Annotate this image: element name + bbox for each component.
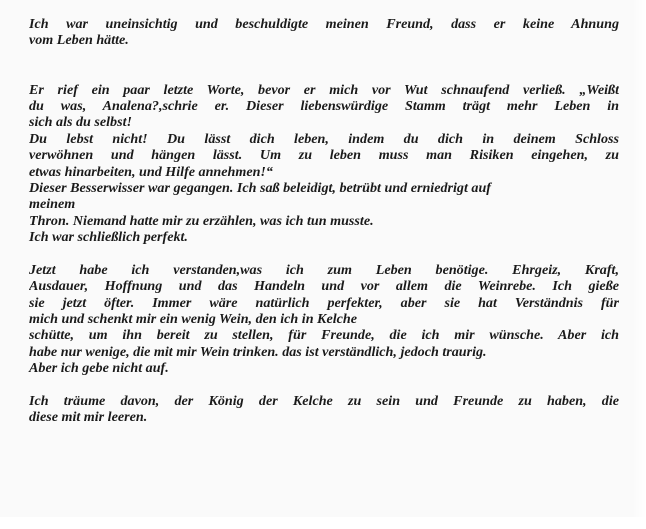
paragraph-4 <box>29 393 619 426</box>
text-line: verwöhnen und hängen lässt. Um zu leben muss man Risiken eingehen, zu <box>29 147 619 164</box>
text-line: vom Leben hätte. <box>29 32 129 49</box>
text-line: meinem <box>29 196 76 213</box>
text-line: mich und schenkt mir ein wenig Wein, den ich in Kelche <box>29 311 357 328</box>
text-line: Jetzt habe ich verstanden,was ich zum Leben benötige. Ehrgeiz, Kraft, <box>29 261 619 278</box>
text-line: habe nur wenige, die mit mir Wein trinken. das ist verständlich, jedoch traurig. <box>29 343 487 360</box>
scan-margin <box>0 517 646 529</box>
text-line: Er rief ein paar letzte Worte, bevor er mich vor Wut schnaufend verließ. „Weißt <box>29 81 619 98</box>
text-line: Ich träume davon, der König der Kelche zu sein und Freunde zu haben, die <box>29 393 619 409</box>
text-line: schütte, um ihn bereit zu stellen, für Freunde, die ich mir wünsche. Aber ich <box>29 327 619 344</box>
text-line: diese mit mir leeren. <box>29 409 148 426</box>
text-line: Ich war schließlich perfekt. <box>29 229 188 246</box>
text-line: Thron. Niemand hatte mir zu erzählen, was ich tun musste. <box>29 212 374 229</box>
text-line: Dieser Besserwisser war gegangen. Ich saß beleidigt, betrübt und erniedrigt auf <box>29 179 491 196</box>
text-line: Du lebst nicht! Du lässt dich leben, indem du dich in deinem Schloss <box>29 130 619 147</box>
paragraph-3 <box>29 262 619 377</box>
text-line: Ausdauer, Hoffnung und das Handeln und vor allem die Weinrebe. Ich gieße <box>29 278 619 295</box>
paragraph-spacer <box>29 245 619 261</box>
scan-edge <box>632 0 646 529</box>
paragraph-1 <box>29 16 619 49</box>
paragraph-spacer <box>29 49 619 82</box>
text-line: etwas hinarbeiten, und Hilfe annehmen!“ <box>29 163 273 180</box>
text-line: Aber ich gebe nicht auf. <box>29 360 169 377</box>
paragraph-spacer <box>29 377 619 393</box>
text-line: sie jetzt öfter. Immer wäre natürlich perfekter, aber sie hat Verständnis für <box>29 294 619 311</box>
text-line: sich als du selbst! <box>29 114 132 131</box>
paragraph-2 <box>29 82 619 246</box>
text-line: Ich war uneinsichtig und beschuldigte meinen Freund, dass er keine Ahnung <box>29 16 619 32</box>
document-body <box>29 16 619 426</box>
text-line: du was, Analena?,schrie er. Dieser liebenswürdige Stamm trägt mehr Leben in <box>29 97 619 114</box>
